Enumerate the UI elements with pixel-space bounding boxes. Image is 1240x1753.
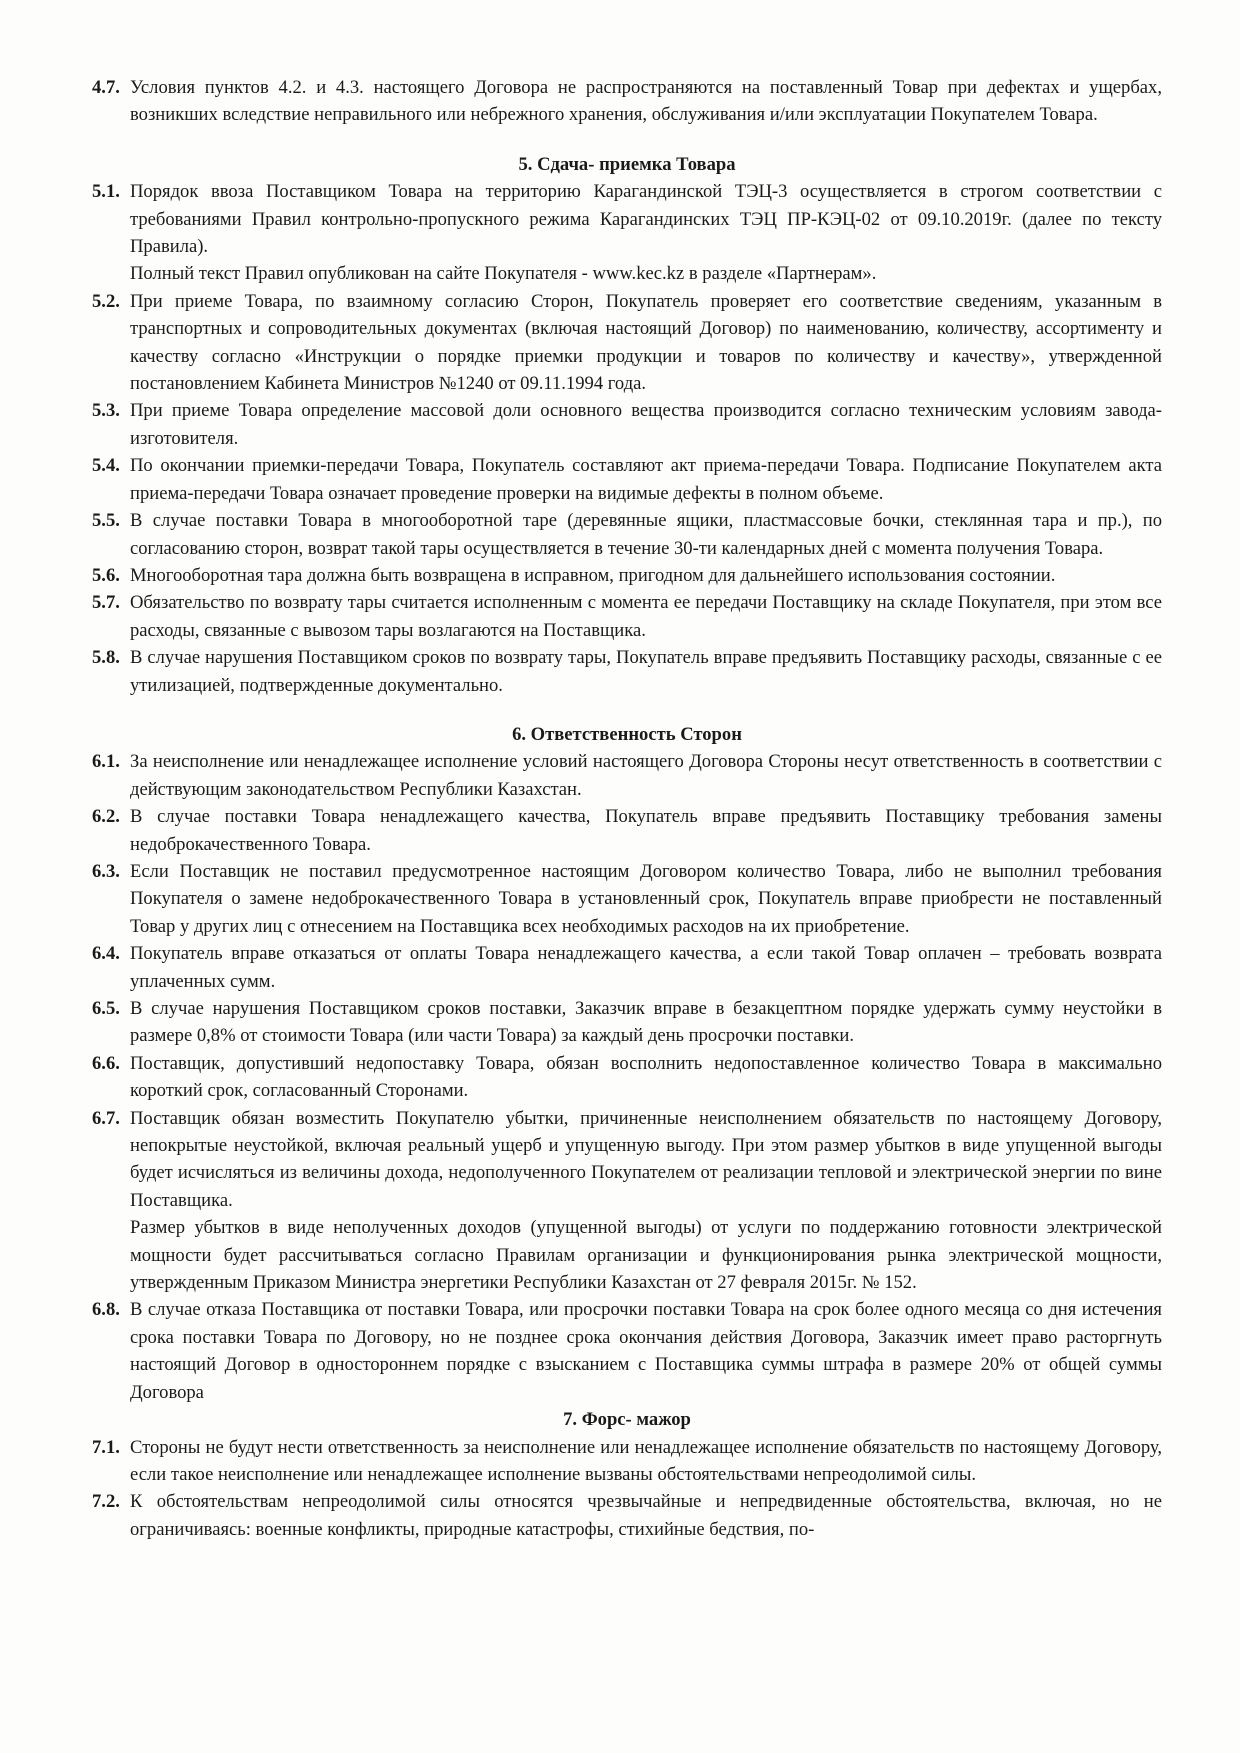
clause-text: Обязательство по возврату тары считается исполненным с момента ее передачи Поставщику на складе Покупателя, при этом все расходы, связанные с вывозом тары возлагаются на Поставщика. — [130, 592, 1162, 641]
clause-5-4 — [92, 452, 1162, 507]
clause-text: К обстоятельствам непреодолимой силы относятся чрезвычайные и непредвиденные обстоятельства, включая, но не ограничиваясь: военные конфликты, природные катастрофы, стихийные бедствия, по- — [130, 1491, 1162, 1540]
clause-text: Поставщик обязан возместить Покупателю убытки, причиненные неисполнением обязательств по настоящему Договору, непокрытые неустойкой, включая реальный ущерб и упущенную выгоду. При этом размер убытков в виде упущенной выгоды будет исчисляться из величины дохода, недополученного Покупателем от реализации тепловой и электрической энергии по вине Поставщика. — [130, 1107, 1162, 1211]
clause-text: Если Поставщик не поставил предусмотренное настоящим Договором количество Товара, либо не выполнил требования Покупателя о замене недоброкачественного Товара в установленный срок, Покупатель вправе приобрести не поставленный Товар у других лиц с отнесением на Поставщика всех необходимых расходов на их приобретение. — [130, 860, 1162, 937]
clause-number: 6.5. — [92, 998, 120, 1019]
clause-number: 5.1. — [92, 181, 120, 203]
clause-5-3 — [92, 397, 1162, 452]
clause-text: Условия пунктов 4.2. и 4.3. настоящего Договора не распространяются на поставленный Товар при дефектах и ущербах, возникших вследствие неправильного или небрежного хранения, обслуживания и/или эксплуатации Покупателем Товара. — [130, 77, 1162, 126]
clause-number: 6.4. — [92, 943, 120, 965]
document-page — [92, 74, 1162, 1543]
clause-number: 6.7. — [92, 1107, 120, 1129]
clause-5-6 — [92, 562, 1162, 589]
section-5-title: 5. Сдача- приемка Товара — [518, 153, 736, 175]
clause-number: 7.2. — [92, 1491, 120, 1513]
clause-5-5 — [92, 507, 1162, 562]
clause-6-8 — [92, 1296, 1162, 1406]
clause-5-7 — [92, 589, 1162, 644]
clause-number: 7.1. — [92, 1436, 120, 1458]
clause-6-1 — [92, 748, 1162, 803]
clause-5-2 — [92, 288, 1162, 398]
clause-text: В случае отказа Поставщика от поставки Товара, или просрочки поставки Товара на срок более одного месяца со дня истечения срока поставки Товара по Договору, но не позднее срока окончания действия Договора, Заказчик имеет право расторгнуть настоящий Договор в одностороннем порядке с взысканием с Поставщика суммы штрафа в размере 20% от общей суммы Договора — [130, 1299, 1162, 1403]
section-7-title: 7. Форс- мажор — [563, 1409, 691, 1431]
clause-text: Многооборотная тара должна быть возвращена в исправном, пригодном для дальнейшего использования состоянии. — [130, 564, 1056, 586]
clause-6-4 — [92, 940, 1162, 995]
clause-number: 5.4. — [92, 455, 120, 477]
clause-number: 6.2. — [92, 806, 120, 828]
clause-number: 4.7. — [92, 77, 120, 98]
clause-number: 5.6. — [92, 564, 120, 586]
clause-number: 6.8. — [92, 1299, 120, 1321]
clause-text: В случае нарушения Поставщиком сроков поставки, Заказчик вправе в безакцептном порядке удержать сумму неустойки в размере 0,8% от стоимости Товара (или части Товара) за каждый день просрочки поставки. — [130, 998, 1162, 1047]
clause-number: 5.5. — [92, 510, 120, 532]
clause-text: В случае поставки Товара в многооборотной таре (деревянные ящики, пластмассовые бочки, стеклянная тара и пр.), по согласованию сторон, возврат такой тары осуществляется в течение 30-ти календарных дней с момента получения Товара. — [130, 510, 1162, 559]
clause-text: Поставщик, допустивший недопоставку Товара, обязан восполнить недопоставленное количество Товара в максимально короткий срок, согласованный Сторонами. — [130, 1052, 1162, 1102]
kec-website-link[interactable]: www.kec.kz — [592, 263, 685, 285]
clause-number: 5.3. — [92, 400, 120, 422]
clause-4-7 — [92, 74, 1162, 129]
clause-6-3 — [92, 858, 1162, 940]
clause-text: За неисполнение или ненадлежащее исполнение условий настоящего Договора Стороны несут ответственность в соответствии с действующим законодательством Республики Казахстан. — [130, 751, 1162, 800]
clause-7-2 — [92, 1488, 1162, 1543]
clause-text-continued: Размер убытков в виде неполученных доходов (упущенной выгоды) от услуги по поддержанию готовности электрической мощности будет рассчитываться согласно Правилам организации и функционирования рынка электрической мощности, утвержденным Приказом Министра энергетики Республики Казахстан от 27 февраля 2015г. № 152. — [130, 1217, 1162, 1294]
rules-note-suffix: в разделе «Партнерам». — [684, 263, 877, 285]
clause-text: В случае нарушения Поставщиком сроков по возврату тары, Покупатель вправе предъявить Поставщику расходы, связанные с ее утилизацией, подтвержденные документально. — [130, 647, 1162, 696]
clause-6-2 — [92, 803, 1162, 858]
rules-note — [92, 260, 1162, 287]
clause-text: Стороны не будут нести ответственность за неисполнение или ненадлежащее исполнение обязательств по настоящему Договору, если такое неисполнение или ненадлежащее исполнение вызваны обстоятельствами непреодолимой силы. — [130, 1436, 1162, 1485]
clause-number: 6.6. — [92, 1052, 120, 1074]
clause-6-5 — [92, 995, 1162, 1050]
clause-text: Покупатель вправе отказаться от оплаты Товара ненадлежащего качества, а если такой Товар оплачен – требовать возврата уплаченных сумм. — [130, 943, 1162, 992]
clause-7-1 — [92, 1434, 1162, 1489]
clause-5-1 — [92, 178, 1162, 260]
rules-note-text: Полный текст Правил опубликован на сайте Покупателя - — [130, 263, 593, 285]
clause-number: 5.2. — [92, 290, 120, 312]
clause-number: 6.3. — [92, 860, 120, 882]
clause-text: Порядок ввоза Поставщиком Товара на территорию Карагандинской ТЭЦ-3 осуществляется в строгом соответствии с требованиями Правил контрольно-пропускного режима Карагандинских ТЭЦ ПР-КЭЦ-02 от 09.10.2019г. (далее по тексту Правила). — [130, 181, 1162, 258]
clause-text: По окончании приемки-передачи Товара, Покупатель составляют акт приема-передачи Товара. Подписание Покупателем акта приема-передачи Товара означает проведение проверки на видимые дефекты в полном объеме. — [130, 455, 1162, 504]
clause-number: 6.1. — [92, 751, 120, 773]
clause-6-7 — [92, 1105, 1162, 1297]
clause-5-8 — [92, 644, 1162, 699]
clause-number: 5.7. — [92, 592, 120, 614]
section-6-title: 6. Ответственность Сторон — [512, 723, 742, 745]
clause-number: 5.8. — [92, 647, 120, 669]
clause-text: При приеме Товара определение массовой доли основного вещества производится согласно техническим условиям завода-изготовителя. — [130, 400, 1162, 449]
clause-6-6 — [92, 1050, 1162, 1105]
clause-text: В случае поставки Товара ненадлежащего качества, Покупатель вправе предъявить Поставщику требования замены недоброкачественного Товара. — [130, 806, 1162, 855]
clause-text: При приеме Товара, по взаимному согласию Сторон, Покупатель проверяет его соответствие сведениям, указанным в транспортных и сопроводительных документах (включая настоящий Договор) по наименованию, количеству, ассортименту и качеству согласно «Инструкции о порядке приемки продукции и товаров по количеству и качеству», утвержденной постановлением Кабинета Министров №1240 от 09.11.1994 года. — [130, 290, 1162, 395]
